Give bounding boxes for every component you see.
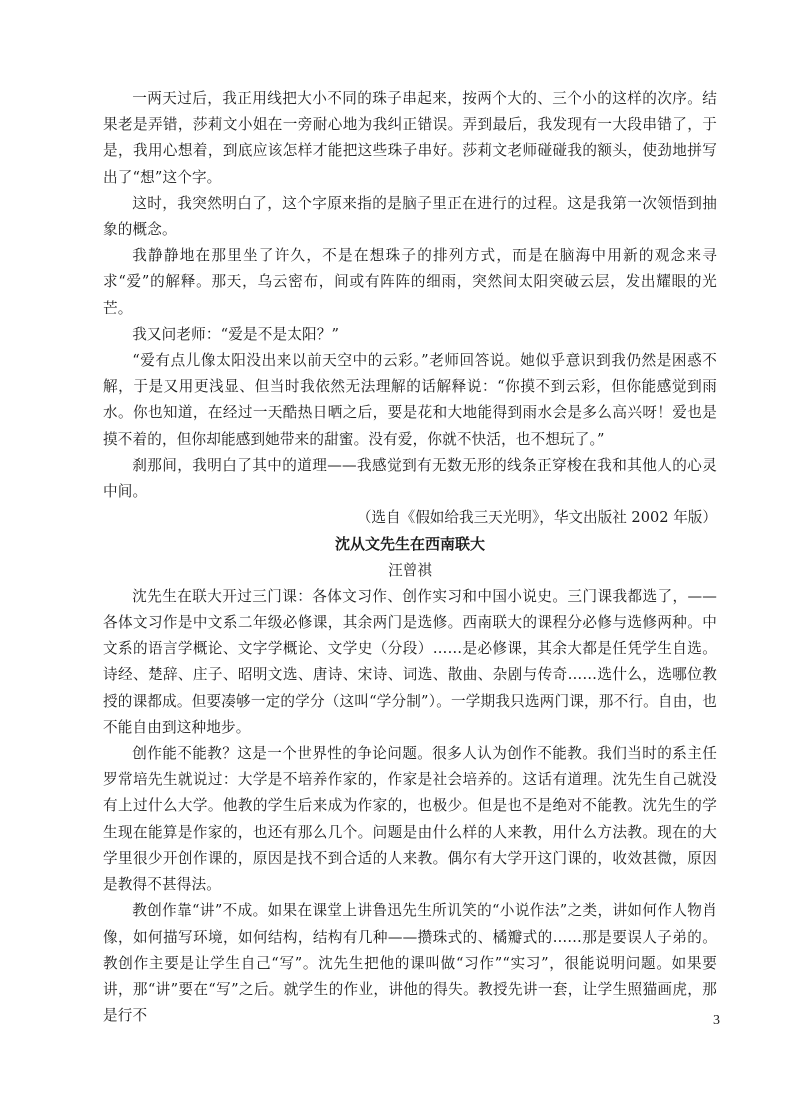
passage1-paragraph-3: 我静静地在那里坐了许久，不是在想珠子的排列方式，而是在脑海中用新的观念来寻求“爱”的解释。那天，乌云密布，间或有阵阵的细雨，突然间太阳突破云层，发出耀眼的光芒。 (103, 247, 717, 317)
page-content (103, 86, 717, 1029)
passage1-paragraph-2: 这时，我突然明白了，这个字原来指的是脑子里正在进行的过程。这是我第一次领悟到抽象的概念。 (103, 194, 717, 239)
passage1-paragraph-4: 我又问老师：“爱是不是太阳？” (132, 325, 340, 343)
passage2-paragraph-3: 教创作靠“讲”不成。如果在课堂上讲鲁迅先生所讥笑的“小说作法”之类，讲如何作人物肖像，如何描写环境，如何结构，结构有几种——攒珠式的、橘瓣式的……那是要误人子弟的。教创作主要是让学生自己“写”。沈先生把他的课叫做“习作”“实习”，很能说明问题。如果要讲，那“讲”要在“写”之后。就学生的作业，讲他的得失。教授先讲一套，让学生照猫画虎，那是行不 (103, 902, 717, 1025)
article-title: 沈从文先生在西南联大 (334, 535, 485, 554)
passage2-paragraph-2: 创作能不能教？这是一个世界性的争论问题。很多人认为创作不能教。我们当时的系主任罗常培先生就说过：大学是不培养作家的，作家是社会培养的。这话有道理。沈先生自己就没有上过什么大学。他教的学生后来成为作家的，也极少。但是也不是绝对不能教。沈先生的学生现在能算是作家的，也还有那么几个。问题是由什么样的人来教，用什么方法教。现在的大学里很少开创作课的，原因是找不到合适的人来教。偶尔有大学开这门课的，收效甚微，原因是教得不甚得法。 (103, 745, 717, 894)
passage1-paragraph-1: 一两天过后，我正用线把大小不同的珠子串起来，按两个大的、三个小的这样的次序。结果老是弄错，莎莉文小姐在一旁耐心地为我纠正错误。弄到最后，我发现有一大段串错了，于是，我用心想着，到底应该怎样才能把这些珠子串好。莎莉文老师碰碰我的额头，使劲地拼写出了“想”这个字。 (103, 90, 717, 186)
passage1-paragraph-6: 刹那间，我明白了其中的道理——我感觉到有无数无形的线条正穿梭在我和其他人的心灵中间。 (103, 456, 717, 501)
passage1-source-citation: （选自《假如给我三天光明》，华文出版社 2002 年版） (356, 509, 717, 527)
page-number: 3 (713, 1013, 720, 1028)
passage1-paragraph-5: “爱有点儿像太阳没出来以前天空中的云彩。”老师回答说。她似乎意识到我仍然是困惑不解，于是又用更浅显、但当时我依然无法理解的话解释说：“你摸不到云彩，但你能感觉到雨水。你也知道，在经过一天酷热日晒之后，要是花和大地能得到雨水会是多么高兴呀！爱也是摸不着的，但你却能感到她带来的甜蜜。没有爱，你就不快活，也不想玩了。” (103, 352, 717, 448)
article-author: 汪曾祺 (388, 561, 432, 579)
passage2-paragraph-1: 沈先生在联大开过三门课：各体文习作、创作实习和中国小说史。三门课我都选了，——各体文习作是中文系二年级必修课，其余两门是选修。西南联大的课程分必修与选修两种。中文系的语言学概论、文字学概论、文学史（分段）……是必修课，其余大都是任凭学生自选。诗经、楚辞、庄子、昭明文选、唐诗、宋诗、词选、散曲、杂剧与传奇……选什么，选哪位教授的课都成。但要凑够一定的学分（这叫“学分制”）。一学期我只选两门课，那不行。自由，也不能自由到这种地步。 (103, 587, 717, 736)
